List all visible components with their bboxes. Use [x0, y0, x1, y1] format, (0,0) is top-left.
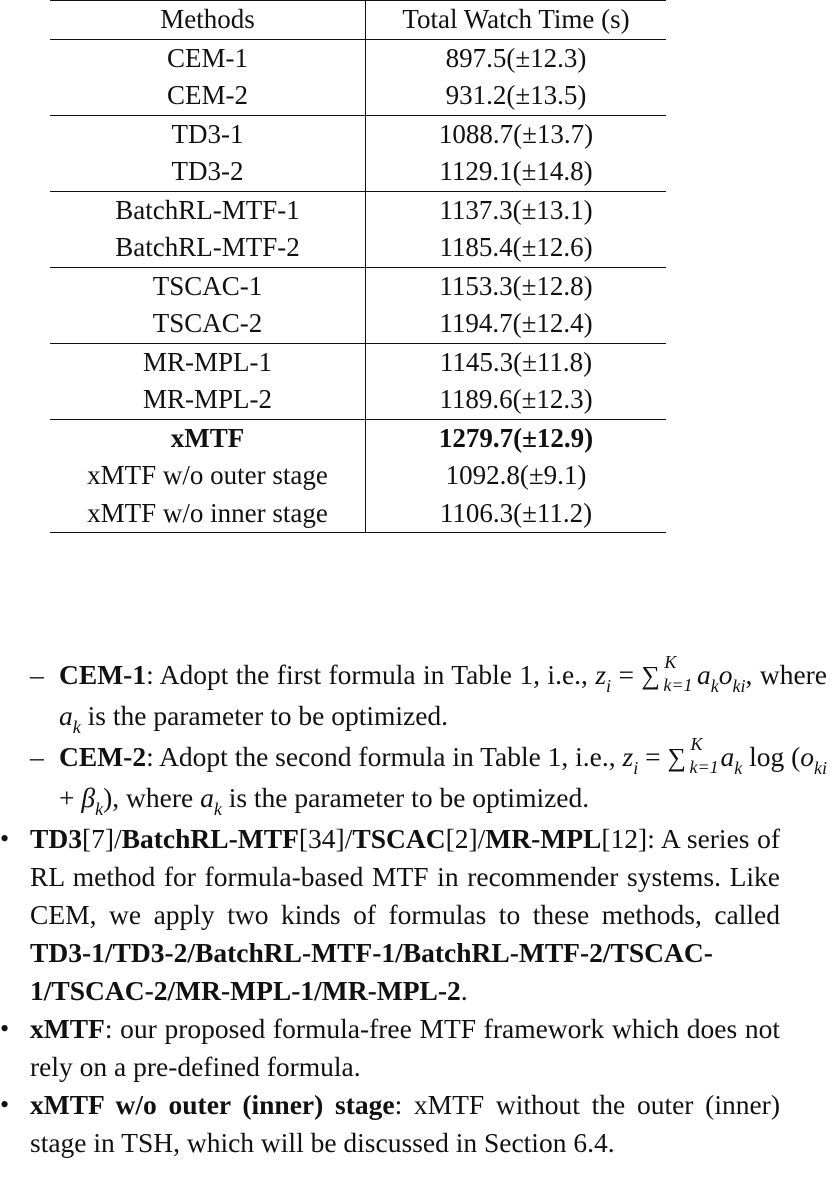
value-cell: 1153.3(±12.8)	[439, 270, 593, 301]
value-cell: 1185.4(±12.6)	[439, 232, 593, 262]
group-batchrl	[50, 191, 666, 267]
mrmpl-name: MR-MPL	[485, 823, 602, 854]
value-cell: 1194.7(±12.4)	[439, 308, 593, 338]
value-cell: 897.5(±12.3)	[445, 42, 587, 73]
method-cell: CEM-1	[50, 39, 366, 77]
table-row	[50, 77, 666, 115]
method-cell: xMTF	[50, 419, 366, 457]
method-cell: BatchRL-MTF-2	[50, 229, 366, 267]
value-cell: 1145.3(±11.8)	[439, 346, 593, 377]
table-row	[50, 305, 666, 343]
table-row-best	[50, 419, 666, 457]
table-row	[50, 267, 666, 305]
td3-name: TD3	[30, 823, 82, 854]
method-cell: MR-MPL-1	[50, 343, 366, 381]
group-mrmpl	[50, 343, 666, 419]
cem1-text-where: where	[759, 659, 828, 690]
citation[interactable]: [34]	[298, 823, 345, 854]
cem1-text: : Adopt the first formula in Table 1, i.e.,	[146, 659, 596, 690]
batchrl-name: BatchRL-MTF	[121, 823, 299, 854]
cem2-text: : Adopt the second formula in Table 1, i.e.,	[146, 741, 623, 772]
method-cell: xMTF w/o inner stage	[50, 495, 366, 533]
header-watch-time: Total Watch Time (s)	[402, 4, 630, 34]
table-row	[50, 115, 666, 153]
xmtf-name: xMTF	[30, 1013, 105, 1044]
value-cell: 1092.8(±9.1)	[445, 460, 587, 490]
bullet-marker: •	[0, 1014, 10, 1043]
value-cell: 1129.1(±14.8)	[439, 156, 593, 186]
value-cell: 1279.7(±12.9)	[438, 422, 594, 453]
cem2-name: CEM-2	[59, 741, 147, 772]
bullet-marker: •	[0, 824, 10, 853]
method-cell: CEM-2	[50, 77, 366, 115]
group-xmtf	[50, 419, 666, 533]
citation[interactable]: [7]	[81, 823, 115, 854]
method-cell: MR-MPL-2	[50, 381, 366, 419]
table-header	[50, 1, 666, 40]
xmtf-text: : our proposed formula-free MTF framework which does not rely on a pre-defined formula.	[30, 1013, 780, 1082]
value-cell: 1137.3(±13.1)	[439, 194, 593, 225]
value-cell: 1189.6(±12.3)	[439, 384, 593, 414]
value-cell: 1106.3(±11.2)	[439, 497, 593, 528]
value-cell: 931.2(±13.5)	[445, 80, 587, 110]
ablation-name: xMTF w/o outer (inner) stage	[30, 1089, 395, 1120]
header-methods: Methods	[50, 1, 366, 40]
rl-text: : A series of RL method for formula-based MTF in recommender systems. Like CEM, we apply two kinds of formulas to these methods, called	[30, 823, 780, 930]
citation[interactable]: [2]	[445, 823, 478, 854]
table-row	[50, 495, 666, 533]
rl-methods-description: • TD3[7]/BatchRL-MTF[34]/TSCAC[2]/MR-MPL[12]: A series of RL method for formula-based MTF in recommender systems. Like CEM, we apply two kinds of formulas to these methods, called TD3-1/TD3-2/BatchRL-MTF-1/BatchRL-MTF-2/TSCAC-1/TSCAC-2/MR-MPL-1/MR-MPL-2.	[0, 820, 780, 1010]
table-row	[50, 229, 666, 267]
cem1-text-end: is the parameter to be optimized.	[80, 700, 449, 731]
cem2-text-end: is the parameter to be optimized.	[221, 782, 590, 813]
citation[interactable]: [12]	[601, 823, 648, 854]
bullet-marker: •	[0, 1090, 10, 1119]
cem1-description: – CEM-1: Adopt the first formula in Table 1, i.e., $z_i$ = ∑ K k=1 $a_ko_{ki}$, where $a_k$ is the parameter to be optimized.	[30, 652, 828, 737]
group-td3	[50, 115, 666, 191]
dash-marker: –	[30, 659, 44, 690]
table-row	[50, 191, 666, 229]
method-cell: TSCAC-1	[50, 267, 366, 305]
method-cell: xMTF w/o outer stage	[50, 457, 366, 495]
table-row	[50, 39, 666, 77]
ablation-text: : xMTF without the outer (inner) stage in TSH, which will be discussed in Section 6.4.	[30, 1089, 780, 1158]
rl-variant-names: TD3-1/TD3-2/BatchRL-MTF-1/BatchRL-MTF-2/TSCAC-1/TSCAC-2/MR-MPL-1/MR-MPL-2	[30, 937, 713, 1006]
method-cell: TD3-2	[50, 153, 366, 191]
table-row	[50, 381, 666, 419]
cem1-name: CEM-1	[59, 659, 147, 690]
xmtf-description	[0, 1010, 780, 1086]
results-table	[50, 0, 666, 533]
cem2-description: – CEM-2: Adopt the second formula in Table 1, i.e., $z_i$ = ∑ K k=1 $a_k$ $\log (o_{ki} + \beta_k)$, where $a_k$ is the parameter to be optimized.	[30, 734, 827, 819]
group-tscac	[50, 267, 666, 343]
table-row	[50, 343, 666, 381]
method-descriptions	[0, 652, 837, 1162]
ablation-description	[0, 1086, 780, 1162]
method-cell: TD3-1	[50, 115, 366, 153]
dash-marker: –	[30, 741, 44, 772]
method-cell: TSCAC-2	[50, 305, 366, 343]
method-cell: BatchRL-MTF-1	[50, 191, 366, 229]
table-row	[50, 153, 666, 191]
cem2-text-where: , where	[112, 782, 201, 813]
period: .	[460, 975, 468, 1006]
tscac-name: TSCAC	[352, 823, 446, 854]
table-row	[50, 457, 666, 495]
value-cell: 1088.7(±13.7)	[438, 118, 594, 149]
group-cem	[50, 39, 666, 115]
